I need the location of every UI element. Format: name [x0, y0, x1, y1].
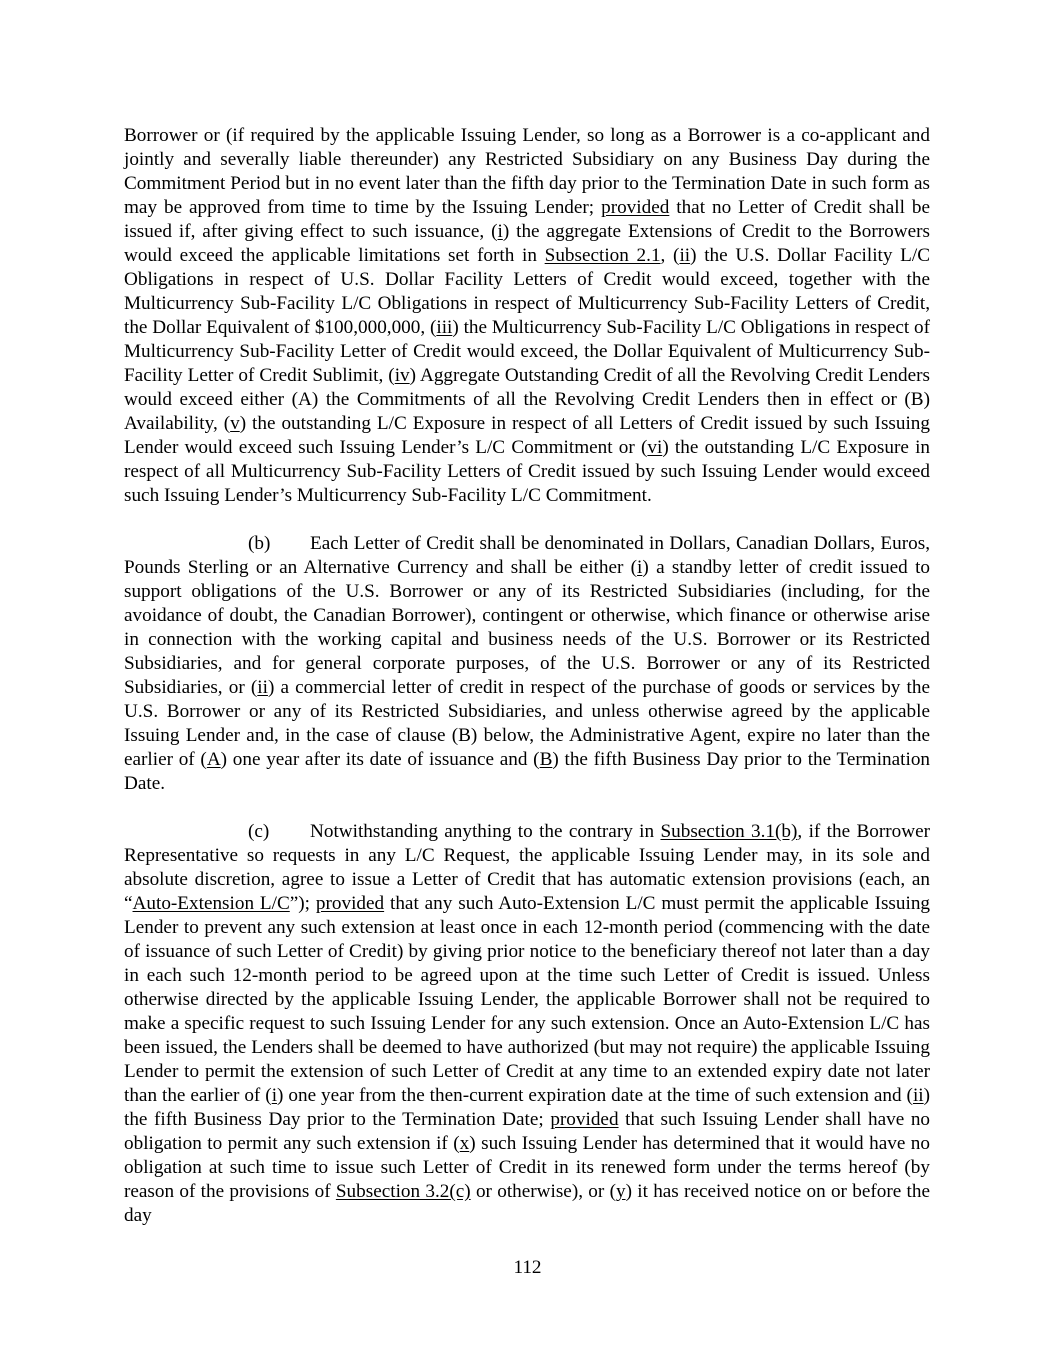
underlined-term: B — [539, 749, 553, 770]
underlined-term: ii — [679, 245, 691, 266]
underlined-term: vi — [647, 437, 663, 458]
underlined-term: Subsection 3.2(c) — [335, 1181, 471, 1202]
underlined-term: x — [459, 1133, 470, 1154]
underlined-term: iv — [394, 365, 410, 386]
document-page — [124, 124, 930, 1228]
underlined-term: v — [230, 413, 240, 434]
underlined-term: i — [637, 557, 643, 578]
underlined-term: Auto-Extension L/C — [132, 893, 290, 914]
paragraph-b: (b) Each Letter of Credit shall be denominated in Dollars, Canadian Dollars, Euros, Pounds Sterling or an Alternative Currency and shall be either (i) a standby letter of credit issued to support obligations of the U.S. Borrower or any of its Restricted Subsidiaries (including, for the avoidance of doubt, the Canadian Borrower), contingent or otherwise, which finance or otherwise arise in connection with the working capital and business needs of the U.S. Borrower or its Restricted Subsidiaries, and for general corporate purposes, of the U.S. Borrower or any of its Restricted Subsidiaries, or (ii) a commercial letter of credit in respect of the purchase of goods or services by the U.S. Borrower or any of its Restricted Subsidiaries, and unless otherwise agreed by the applicable Issuing Lender and, in the case of clause (B) below, the Administrative Agent, expire no later than the earlier of (A) one year after its date of issuance and (B) the fifth Business Day prior to the Termination Date. — [124, 533, 931, 794]
underlined-term: iii — [436, 317, 453, 338]
underlined-term: Subsection 2.1 — [544, 245, 661, 266]
paragraph-label: (b) — [248, 533, 271, 554]
underlined-term: i — [497, 221, 503, 242]
paragraph-c: (c) Notwithstanding anything to the contrary in Subsection 3.1(b), if the Borrower Representative so requests in any L/C Request, the applicable Issuing Lender may, in its sole and absolute discretion, agree to issue a Letter of Credit that has automatic extension provisions (each, an “Auto-Extension L/C”); provided that any such Auto-Extension L/C must permit the applicable Issuing Lender to prevent any such extension at least once in each 12-month period (commencing with the date of issuance of such Letter of Credit) by giving prior notice to the beneficiary thereof not later than a day in each such 12-month period to be agreed upon at the time such Letter of Credit is issued. Unless otherwise directed by the applicable Issuing Lender, the applicable Borrower shall not be required to make a specific request to such Issuing Lender for any such extension. Once an Auto-Extension L/C has been issued, the Lenders shall be deemed to have authorized (but may not require) the applicable Issuing Lender to permit the extension of such Letter of Credit at any time to an extended expiry date not later than the earlier of (i) one year from the then-current expiration date at the time of such extension and (ii) the fifth Business Day prior to the Termination Date; provided that such Issuing Lender shall have no obligation to permit any such extension if (x) such Issuing Lender has determined that it would have no obligation at such time to issue such Letter of Credit in its renewed form under the terms hereof (by reason of the provisions of Subsection 3.2(c) or otherwise), or (y) it has received notice on or before the day — [124, 821, 931, 1226]
underlined-term: Subsection 3.1(b) — [660, 821, 798, 842]
underlined-term: ii — [257, 677, 268, 698]
underlined-term: i — [271, 1085, 278, 1106]
page-number: 112 — [513, 1257, 542, 1278]
underlined-term: A — [206, 749, 221, 770]
underlined-term: provided — [601, 197, 670, 218]
underlined-term: provided — [550, 1109, 619, 1130]
paragraph-a-continued: Borrower or (if required by the applicable Issuing Lender, so long as a Borrower is a co-applicant and jointly and severally liable thereunder) any Restricted Subsidiary on any Business Day during the Commitment Period but in no event later than the fifth day prior to the Termination Date in such form as may be approved from time to time by the Issuing Lender; provided that no Letter of Credit shall be issued if, after giving effect to such issuance, (i) the aggregate Extensions of Credit to the Borrowers would exceed the applicable limitations set forth in Subsection 2.1, (ii) the U.S. Dollar Facility L/C Obligations in respect of U.S. Dollar Facility Letters of Credit would exceed, together with the Multicurrency Sub-Facility L/C Obligations in respect of Multicurrency Sub-Facility Letters of Credit, the Dollar Equivalent of $100,000,000, (iii) the Multicurrency Sub-Facility L/C Obligations in respect of Multicurrency Sub-Facility Letter of Credit would exceed, the Dollar Equivalent of Multicurrency Sub-Facility Letter of Credit Sublimit, (iv) Aggregate Outstanding Credit of all the Revolving Credit Lenders would exceed either (A) the Commitments of all the Revolving Credit Lenders then in effect or (B) Availability, (v) the outstanding L/C Exposure in respect of all Letters of Credit issued by such Issuing Lender would exceed such Issuing Lender’s L/C Commitment or (vi) the outstanding L/C Exposure in respect of all Multicurrency Sub-Facility Letters of Credit issued by such Issuing Lender would exceed such Issuing Lender’s Multicurrency Sub-Facility L/C Commitment. — [124, 125, 931, 506]
underlined-term: ii — [912, 1085, 924, 1106]
paragraph-label: (c) — [248, 821, 270, 842]
underlined-term: provided — [315, 893, 385, 914]
underlined-term: y — [615, 1181, 626, 1202]
